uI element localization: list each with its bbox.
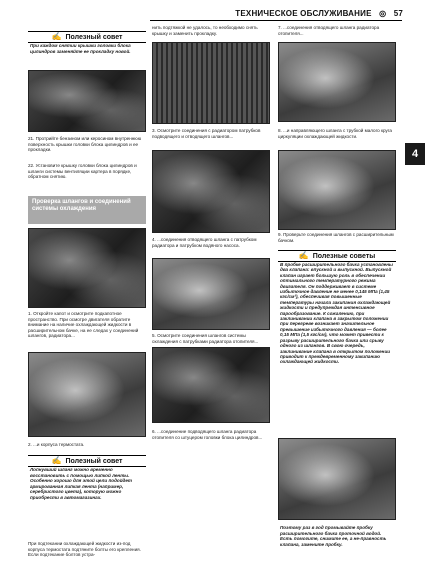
step-21-text: 21. Протрийте бензином или керосином внутреннюю поверхность крышки головки блока цилиндров и ее прокладки. xyxy=(28,136,142,153)
advice-text-3: В пробке расширительного бачка установлены два клапана: впускной и выпускной. Выпускной клапан играет большую роль в обеспечении оптимального температурного режима двигателя. Он поддерживает в системе избыточное давление не менее 0,145 МПа (1,45 кгс/см²), обеспечивая повышенные температуры начала закипания охлаждающей жидкости и предупреждая интенсивное парообразование. К сожалению, при заклинивании клапана в закрытом положении при перегреве возникает значительное превышение избыточного давления — более 0,15 МПа (1,5 кгс/см), что может привести к разрыву расширительного бачка или срыву одного из шлангов. В свою очередь, заклинивание клапана в открытом положении приводит к преждевременному закипанию охлаждающей жидкости. xyxy=(280,262,393,365)
step-5-text: 5. Осмотрите соединения шлангов системы охлаждения с патрубками радиатора отопителя... xyxy=(152,333,259,344)
photo-heater-outlet xyxy=(278,42,396,122)
step-22-text: 22. Установите крышку головки блока цилиндров и шланги системы вентиляции картера в порядке, обратном снятию. xyxy=(28,163,137,180)
advice-text-2: Лопнувший шланг можно временно восстановить с помощью липкой ленты. Особенно хорошо для этой цели подойдет армированная липкая лента (например, серебристого цвета), которую можно приобрести в автомагазинах. xyxy=(30,467,133,500)
step-6-text: 6. ...соединение подводящего шланга радиатора отопителя со штуцером головки блока цилиндров... xyxy=(152,429,263,440)
pencil-hand-icon: ✍ xyxy=(298,251,309,260)
bottom-text-col1: При подтекании охлаждающей жидкости из-под корпуса термостата подтяните болты его крепления. Если подтекание болтов устра- xyxy=(28,541,141,558)
section-title: ТЕХНИЧЕСКОЕ ОБСЛУЖИВАНИЕ xyxy=(235,9,372,18)
bottom-text-col3: Поэтому раз в год промывайте пробку расширительного бачка проточной водой. Есть помогите, снимите ее, а не-правность клапана, замените пробку. xyxy=(280,525,387,547)
pencil-hand-icon: ✍ xyxy=(51,32,62,41)
photo-outlet-hose xyxy=(152,150,270,233)
step-2-text: 2. ...и корпуса термостата. xyxy=(28,442,85,447)
advice-text-1: При каждом снятии крышки головки блока цилиндров заменяйте ее прокладку новой. xyxy=(30,43,131,54)
step-1-text: 1. Откройте капот и осмотрите подкапотное пространство. При осмотре двигателя обратите внимание на наличие охлаждающей жидкости в расширительном бачке, на ее следах у соединений шлангов, радиатора... xyxy=(28,311,139,339)
advice-heading-1: ✍ Полезный совет xyxy=(28,31,146,43)
running-header xyxy=(235,9,403,18)
advice-heading-3: ✍ Полезные советы xyxy=(278,250,396,262)
photo-heater-inlet xyxy=(152,347,270,423)
pencil-hand-icon: ✍ xyxy=(51,456,62,465)
header-rule xyxy=(150,20,402,21)
step-9-text: 9. Проверьте соединения шлангов с расширительным бачком. xyxy=(278,232,394,243)
photo-tank-cap xyxy=(278,438,396,520)
step-3-text: 3. Осмотрите соединения с радиатором патрубков подводящего и отводящего шлангов... xyxy=(152,128,261,139)
photo-engine-bay xyxy=(28,228,146,308)
step-7-text: 7. ...соединения отводящего шланга радиатора отопителя... xyxy=(278,25,380,36)
top-text-col2: нить подтяжкой не удалось, то необходимо снять крышку и заменить прокладку. xyxy=(152,25,258,36)
step-8-text: 8. ...и направляющего шланга с трубкой малого круга циркуляции охлаждающей жидкости. xyxy=(278,128,392,139)
photo-heater-hoses xyxy=(152,258,270,330)
photo-valve-cover xyxy=(28,70,146,132)
page-number: 57 xyxy=(393,9,403,18)
photo-expansion-tank xyxy=(278,150,396,230)
photo-thermostat xyxy=(28,352,146,437)
photo-radiator xyxy=(152,42,270,124)
advice-heading-2: ✍ Полезный совет xyxy=(28,455,146,467)
chapter-tab: 4 xyxy=(405,143,425,165)
section-heading-hoses: Проверка шлангов и соединений системы охлаждения xyxy=(28,196,146,224)
step-4-text: 4. ...соединения отводящего шланга с патрубком радиатора и патрубком водяного насоса. xyxy=(152,237,257,248)
logo-icon: ◎ xyxy=(379,9,387,18)
